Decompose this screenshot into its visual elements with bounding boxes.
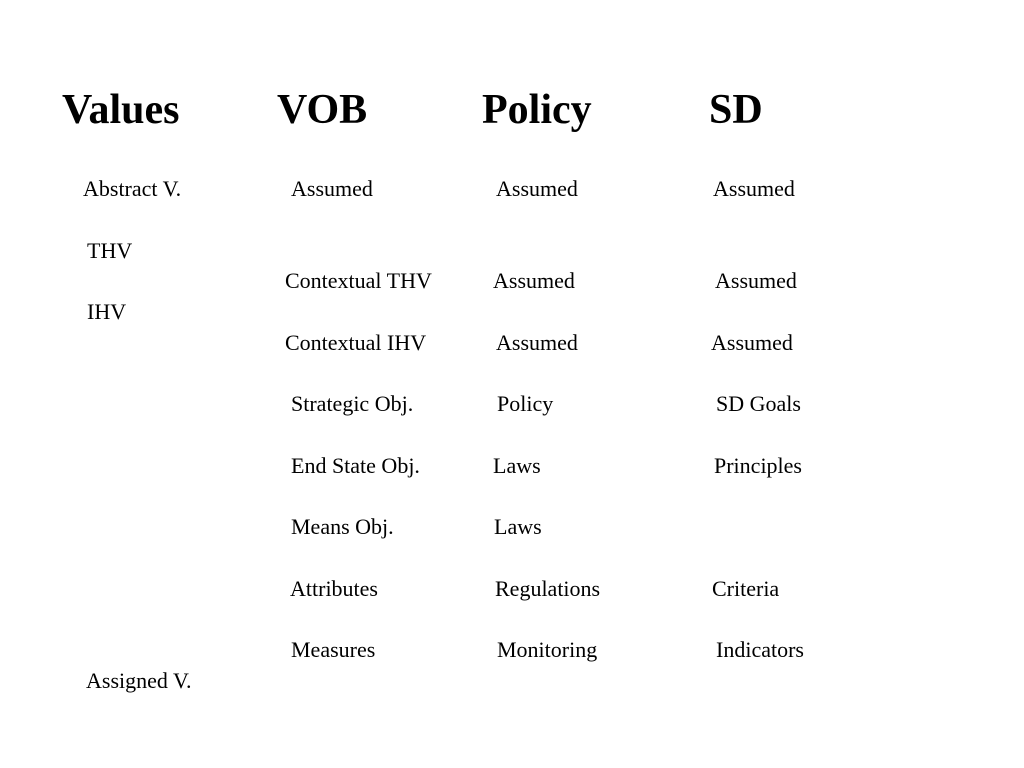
row-7-sd: Indicators bbox=[716, 637, 804, 662]
row-0-policy: Assumed bbox=[496, 176, 578, 201]
row-4-vob: End State Obj. bbox=[291, 453, 420, 478]
row-2-policy: Assumed bbox=[496, 330, 578, 355]
row-6-sd: Criteria bbox=[712, 576, 780, 601]
values-assigned: Assigned V. bbox=[86, 668, 192, 693]
row-2-vob: Contextual IHV bbox=[285, 330, 427, 355]
row-3-policy: Policy bbox=[497, 391, 554, 416]
header-values: Values bbox=[62, 87, 180, 133]
values-ihv: IHV bbox=[87, 299, 127, 324]
row-5-policy: Laws bbox=[494, 514, 542, 539]
row-1-vob: Contextual THV bbox=[285, 268, 432, 293]
row-4-sd: Principles bbox=[714, 453, 802, 478]
row-1-policy: Assumed bbox=[493, 268, 575, 293]
row-6-vob: Attributes bbox=[290, 576, 378, 601]
row-5-vob: Means Obj. bbox=[291, 514, 394, 539]
row-3-sd: SD Goals bbox=[716, 391, 801, 416]
header-policy: Policy bbox=[482, 87, 592, 133]
row-2-sd: Assumed bbox=[711, 330, 793, 355]
row-0-sd: Assumed bbox=[713, 176, 795, 201]
row-1-sd: Assumed bbox=[715, 268, 797, 293]
header-sd: SD bbox=[709, 87, 763, 133]
header-vob: VOB bbox=[277, 87, 368, 133]
row-4-policy: Laws bbox=[493, 453, 541, 478]
row-6-policy: Regulations bbox=[495, 576, 601, 601]
values-abstract: Abstract V. bbox=[83, 176, 182, 201]
values-thv: THV bbox=[87, 238, 133, 263]
row-7-policy: Monitoring bbox=[497, 637, 598, 662]
row-0-vob: Assumed bbox=[291, 176, 373, 201]
row-3-vob: Strategic Obj. bbox=[291, 391, 414, 416]
row-7-vob: Measures bbox=[291, 637, 376, 662]
